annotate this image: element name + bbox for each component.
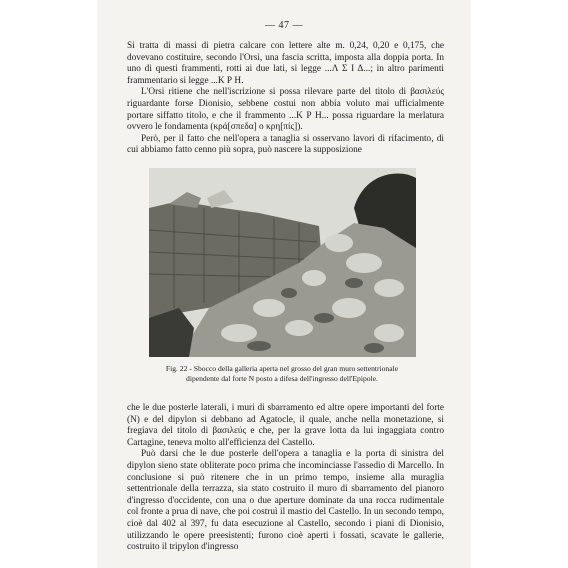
paragraph: Può darsi che le due posterle dell'opera a tanaglia e la porta di sinistra del dipylon sieno state obliterate poco prima che incominciasse l'assedio di Marcello. In conclusione si può ritenere che in un primo tempo, insieme alla muraglia settentrionale della terrazza, sia stato costruito il muro di sbarramento del pianoro d'ingresso d'occidente, con una o due aperture dominate da una rocca rudimentale col fronte a prua di nave, che poi costruì il mastio del Castello. In un secondo tempo, cioè dal 402 al 397, fu data esecuzione al Castello, secondo i piani di Dionisio, utilizzando le opere preesistenti; furono cioè aperti i fossati, scavate le gallerie, costruito il tripylon d'ingresso [127, 449, 444, 553]
bottom-text-block [127, 403, 444, 554]
paragraph: Si tratta di massi di pietra calcare con lettere alte m. 0,24, 0,20 e 0,175, che dovevano costituire, secondo l'Orsi, una fascia scritta, imposta alla doppia porta. In uno di questi frammenti, rotti ai due lati, si legge ...Λ Σ Ι Δ...; in altro parimenti frammentario si legge ...Κ Ρ Η. [127, 41, 444, 86]
ruins-photo-illustration [149, 168, 416, 357]
page-number: — 47 — [265, 20, 303, 31]
figure-caption: Fig. 22 - Sbocco della galleria aperta nel grosso del gran muro settentrionale dipendente dal forte N posto a difesa dell'ingresso dell'Epipole. [165, 364, 399, 383]
top-text-block [127, 41, 444, 157]
figure-photo [149, 168, 416, 357]
paragraph: L'Orsi ritiene che nell'iscrizione si possa rilevare parte del titolo di βασιλεύς riguardante forse Dionisio, sebbene costui non abbia voluto mai ufficialmente portare siffatto titolo, e che il frammento ...Κ Ρ Η... possa riguardare la merlatura ovvero le fondamenta (κρά[σπεδα] o κρη[πίς]). [127, 87, 444, 133]
paragraph: che le due posterle laterali, i muri di sbarramento ed altre opere importanti del forte (N) e del dipylon si debbano ad Agatocle, il quale, anche nella monetazione, si fregiava del titolo di βασιλεύς e che, per la grave lotta da lui ingaggiata contro Cartagine, teneva molto all'efficienza del Castello. [127, 403, 444, 448]
paragraph: Però, per il fatto che nell'opera a tanaglia si osservano lavori di rifacimento, di cui abbiamo fatto cenno più sopra, può nascere la supposizione [127, 133, 444, 156]
book-page [97, 0, 471, 568]
